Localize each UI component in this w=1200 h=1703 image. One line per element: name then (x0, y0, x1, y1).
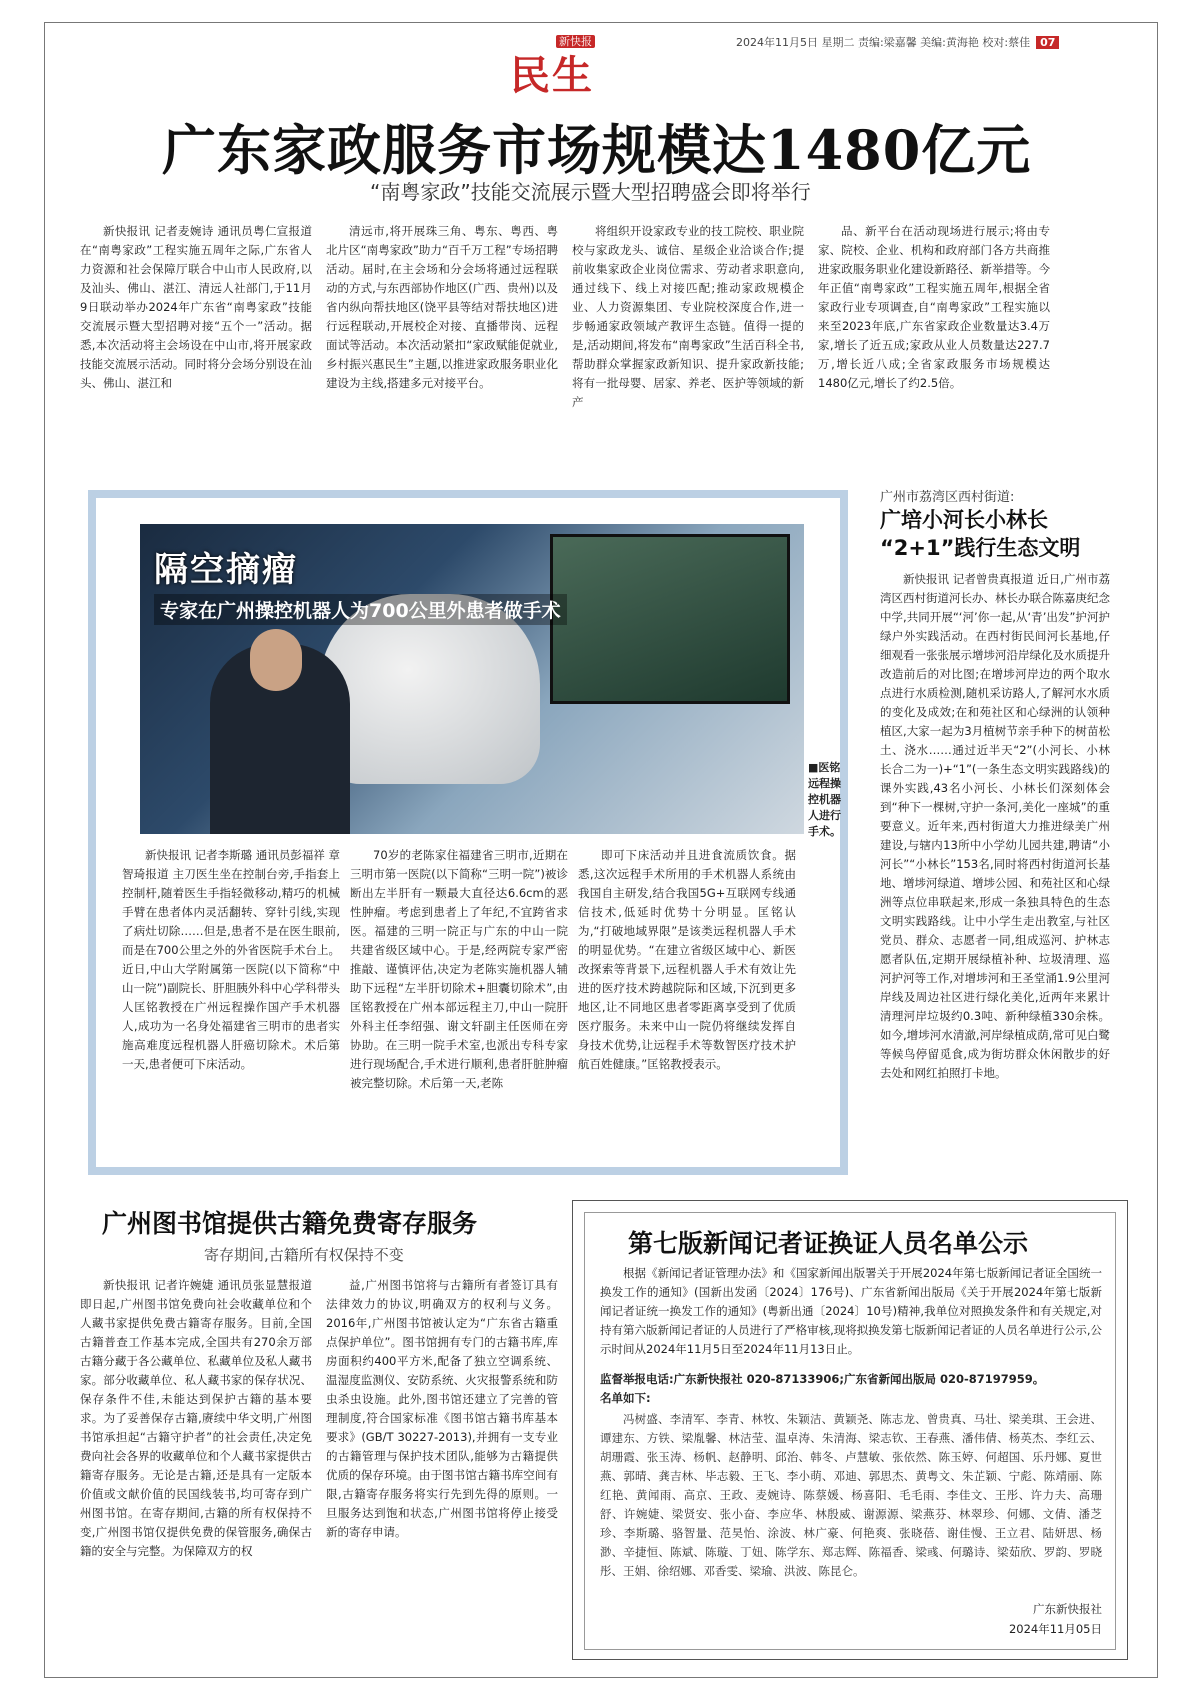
library-col-2: 益,广州图书馆将与古籍所有者签订具有法律效力的协议,明确双方的权利与义务。2016年,广州图书馆被认定为“广东省古籍重点保护单位”。图书馆拥有专门的古籍书库,库房面积约400平方米,配备了独立空调系统、温湿度监测仪、安防系统、火灾报警系统和防虫杀虫设施。此外,图书馆还建立了完善的管理制度,符合国家标准《图书馆古籍书库基本要求》(GB/T 30227-2013),并拥有一支专业的古籍管理与保护技术团队,能够为古籍提供优质的保存环境。由于图书馆古籍书库空间有限,古籍寄存服务将实行先到先得的原则。一旦服务达到饱和状态,广州图书馆将停止接受新的寄存申请。 (326, 1278, 558, 1539)
notice-hotline: 监督举报电话:广东新快报社 020-87133906;广东省新闻出版局 020-87197959。 (600, 1372, 1045, 1386)
lead-col-1: 新快报讯 记者麦婉诗 通讯员粤仁宣报道 在“南粤家政”工程实施五周年之际,广东省人力资源和社会保障厅联合中山市人民政府,以及汕头、佛山、湛江、清远人社部门,于11月9日联动举办2024年广东省“南粤家政”技能交流展示暨大型招聘对接“五个一”活动。据悉,本次活动将主会场设在中山市,将开展家政技能交流展示活动。同时将分会场分别设在汕头、佛山、湛江和 (80, 224, 312, 390)
photo-overlay-subtitle: 专家在广州操控机器人为700公里外患者做手术 (154, 594, 567, 625)
lead-col-4: 品、新平台在活动现场进行展示;将由专家、院校、企业、机构和政府部门各方共商推进家政服务职业化建设新路径、新举措等。今年正值“南粤家政”工程实施五周年,根据全省家政行业专项调查,自“南粤家政”工程实施以来至2023年底,广东省家政企业数量达3.4万家,增长了近五成;家政从业人员数量达227.7万,增长近八成;全省家政服务市场规模达1480亿元,增长了约2.5倍。 (818, 224, 1050, 390)
side-title-1: 广培小河长小林长 (880, 508, 1048, 532)
photo-overlay-title: 隔空摘瘤 (154, 550, 298, 590)
surgery-col-1: 新快报讯 记者李斯璐 通讯员彭福祥 章智琦报道 主刀医生坐在控制台旁,手指套上控制杆,随着医生手指轻微移动,精巧的机械手臂在患者体内灵活翻转、穿针引线,实现了病灶切除……但是,患者不是在医生眼前,而是在700公里之外的外省医院手术台上。近日,中山大学附属第一医院(以下简称“中山一院”)副院长、肝胆胰外科中心学科带头人匡铭教授在广州远程操作国产手术机器人,成功为一名身处福建省三明市的患者实施高难度远程机器人肝癌切除术。术后第一天,患者便可下床活动。 (122, 848, 340, 1071)
lead-subtitle: “南粤家政”技能交流展示暨大型招聘盛会即将举行 (370, 180, 811, 204)
side-kicker: 广州市荔湾区西村街道: (880, 490, 1015, 505)
photo-caption: ■医铭远程操控机器人进行手术。 (808, 761, 841, 838)
surgery-col-3: 即可下床活动并且进食流质饮食。据悉,这次远程手术所用的手术机器人系统由我国自主研发,结合我国5G+互联网专线通信技术,低延时优势十分明显。匡铭认为,“打破地域界限”是该类远程机器人手术的明显优势。“在建立省级区域中心、新医改探索等背景下,远程机器人手术有效让先进的医疗技术跨越院际和区域,下沉到更多地区,让不同地区患者零距离享受到了优质医疗服务。未来中山一院仍将继续发挥自身技术优势,让远程手术等数智医疗技术护航百姓健康。”匡铭教授表示。 (578, 848, 796, 1071)
notice-intro: 根据《新闻记者证管理办法》和《国家新闻出版署关于开展2024年第七版新闻记者证全国统一换发工作的通知》(国新出发函〔2024〕176号)、广东省新闻出版局《关于开展2024年第七版新闻记者证统一换发工作的通知》(粤新出通〔2024〕10号)精神,我单位对照换发条件和有关规定,对持有第六版新闻记者证的人员进行了严格审核,现将拟换发第七版新闻记者证的人员名单进行公示,公示时间从2024年11月5日至2024年11月13日止。 (600, 1266, 1102, 1356)
monitor-screen (550, 534, 790, 704)
page-number: 07 (1036, 36, 1059, 49)
side-body: 新快报讯 记者曾贵真报道 近日,广州市荔湾区西村街道河长办、林长办联合陈嘉庚纪念中学,共同开展“‘河’你一起,从‘青’出发”护河护绿户外实践活动。在西村街民间河长基地,仔细观看一张张展示增埗河沿岸绿化及水质提升改造前后的对比图;在增埗河岸边的两个取水点进行水质检测,随机采访路人,了解河水水质的变化及成效;在和苑社区和心绿洲的认领种植区,大家一起为3月植树节亲手种下的树苗松土、浇水……通过近半天“2”(小河长、小林长合二为一)+“1”(一条生态文明实践路线)的课外实践,43名小河长、小林长们深刻体会到“种下一棵树,守护一条河,美化一座城”的重要意义。近年来,西村街道大力推进绿美广州建设,与辖内13所中小学幼儿园共建,聘请“小河长”“小林长”153名,同时将西村街道河长基地、增埗河绿道、增埗公园、和苑社区和心绿洲等点位串联起来,形成一条独具特色的生态文明实践路线。让中小学生走出教室,与社区党员、群众、志愿者一同,组成巡河、护林志愿者队伍,定期开展绿植补种、垃圾清理、巡河护河等工作,对增埗河和王圣堂涌1.9公里河岸线及周边社区进行绿化美化,近两年来累计清理河岸垃圾约0.3吨、新种绿植330余株。如今,增埗河水清澈,河岸绿植成荫,常可见白鹭等候鸟停留觅食,成为街坊群众休闲散步的好去处和网红拍照打卡地。 (880, 572, 1110, 1080)
library-subtitle: 寄存期间,古籍所有权保持不变 (204, 1246, 404, 1264)
section-title: 民生 (510, 52, 594, 99)
notice-org: 广东新快报社 (1033, 1602, 1102, 1616)
notice-date: 2024年11月05日 (1008, 1622, 1102, 1636)
brand-small: 新快报 (556, 30, 595, 49)
side-title-2: “2+1”践行生态文明 (880, 536, 1081, 560)
notice-title: 第七版新闻记者证换证人员名单公示 (628, 1229, 1029, 1258)
library-title: 广州图书馆提供古籍免费寄存服务 (102, 1209, 478, 1238)
notice-name-list: 冯树盛、李清军、李青、林牧、朱颖洁、黄颖尧、陈志龙、曾贵真、马壮、梁美琪、王会进、谭建东、方铁、梁胤馨、林洁莹、温卓涛、朱清海、梁志钦、王春燕、潘伟倩、杨英杰、李红云、胡珊霞、张玉涛、杨帆、赵静明、邱治、韩冬、卢慧敏、张依然、陈玉婷、何超国、乐丹娜、夏世燕、郭晴、龚吉林、毕志毅、王飞、李小萌、邓迪、郭思杰、黄粤文、朱芷颖、宁彪、陈靖丽、陈红艳、黄闻雨、高京、王政、麦婉诗、陈蔡媛、杨喜阳、毛毛雨、李佳文、王彤、许力夫、高珊舒、许婉婕、梁贤安、张小奋、李应华、林殷威、谢源源、梁燕芬、林翠珍、何娜、文倩、潘芝珍、李斯璐、骆智量、范昊怡、涂波、林广豪、何艳爽、张晓蓓、谢佳慢、王立君、陆妍思、杨渺、辛捷恒、陈斌、陈璇、丁妞、陈学东、郑志辉、陈福香、梁彧、何璐诗、梁茹欣、罗韵、罗晓彤、王娟、徐绍娜、邓香雯、梁瑜、洪波、陈昆仑。 (600, 1412, 1102, 1578)
surgery-col-2: 70岁的老陈家住福建省三明市,近期在三明市第一医院(以下简称“三明一院”)被诊断出左半肝有一颗最大直径达6.6cm的恶性肿瘤。考虑到患者上了年纪,不宜跨省求医。福建的三明一院正与广东的中山一院共建省级区域中心。于是,经两院专家严密推敲、谨慎评估,决定为老陈实施机器人辅助下远程“左半肝切除术+胆囊切除术”,由匡铭教授在广州本部远程主刀,中山一院肝外科主任李绍强、谢文轩副主任医师在旁协助。在三明一院手术室,也派出专科专家进行现场配合,手术进行顺利,患者肝脏肿瘤被完整切除。术后第一天,老陈 (350, 848, 568, 1090)
header-meta: 2024年11月5日 星期二 责编:梁嘉馨 美编:黄海艳 校对:蔡佳 07 (736, 34, 1059, 50)
surgeon-head (250, 629, 302, 691)
lead-col-2: 清远市,将开展珠三角、粤东、粤西、粤北片区“南粤家政”助力“百千万工程”专场招聘活动。届时,在主会场和分会场将通过远程联动的方式,与东西部协作地区(广西、贵州)以及省内纵向帮扶地区(饶平县等结对帮扶地区)进行远程联动,开展校企对接、直播带岗、远程面试等活动。本次活动紧扣“家政赋能促就业,乡村振兴惠民生”主题,以推进家政服务职业化建设为主线,搭建多元对接平台。 (326, 224, 558, 390)
lead-headline: 广东家政服务市场规模达1480亿元 (162, 118, 1032, 182)
lead-col-3: 将组织开设家政专业的技工院校、职业院校与家政龙头、诚信、星级企业洽谈合作;提前收集家政企业岗位需求、劳动者求职意向,通过线下、线上对接匹配;推动家政规模企业、人力资源集团、专业院校深度合作,进一步畅通家政领域产教评生态链。值得一提的是,活动期间,将发布“南粤家政”生活百科全书,帮助群众掌握家政新知识、提升家政新技能;将有一批母婴、居家、养老、医护等领域的新产 (572, 224, 804, 409)
library-col-1: 新快报讯 记者许婉婕 通讯员张显慧报道 即日起,广州图书馆免费向社会收藏单位和个人藏书家提供免费古籍寄存服务。目前,全国古籍普查工作基本完成,全国共有270余万部古籍分藏于各公藏单位、私藏单位及私人藏书家。部分收藏单位、私人藏书家的保存状况、保存条件不佳,未能达到保护古籍的基本要求。为了妥善保存古籍,赓续中华文明,广州图书馆承担起“古籍守护者”的社会责任,决定免费向社会各界的收藏单位和个人藏书家提供古籍寄存服务。无论是古籍,还是具有一定版本价值或文献价值的民国线装书,均可寄存到广州图书馆。在寄存期间,古籍的所有权保持不变,广州图书馆仅提供免费的保管服务,确保古籍的安全与完整。为保障双方的权 (80, 1278, 312, 1558)
notice-list-label: 名单如下: (600, 1391, 651, 1405)
surgery-photo (140, 524, 804, 834)
